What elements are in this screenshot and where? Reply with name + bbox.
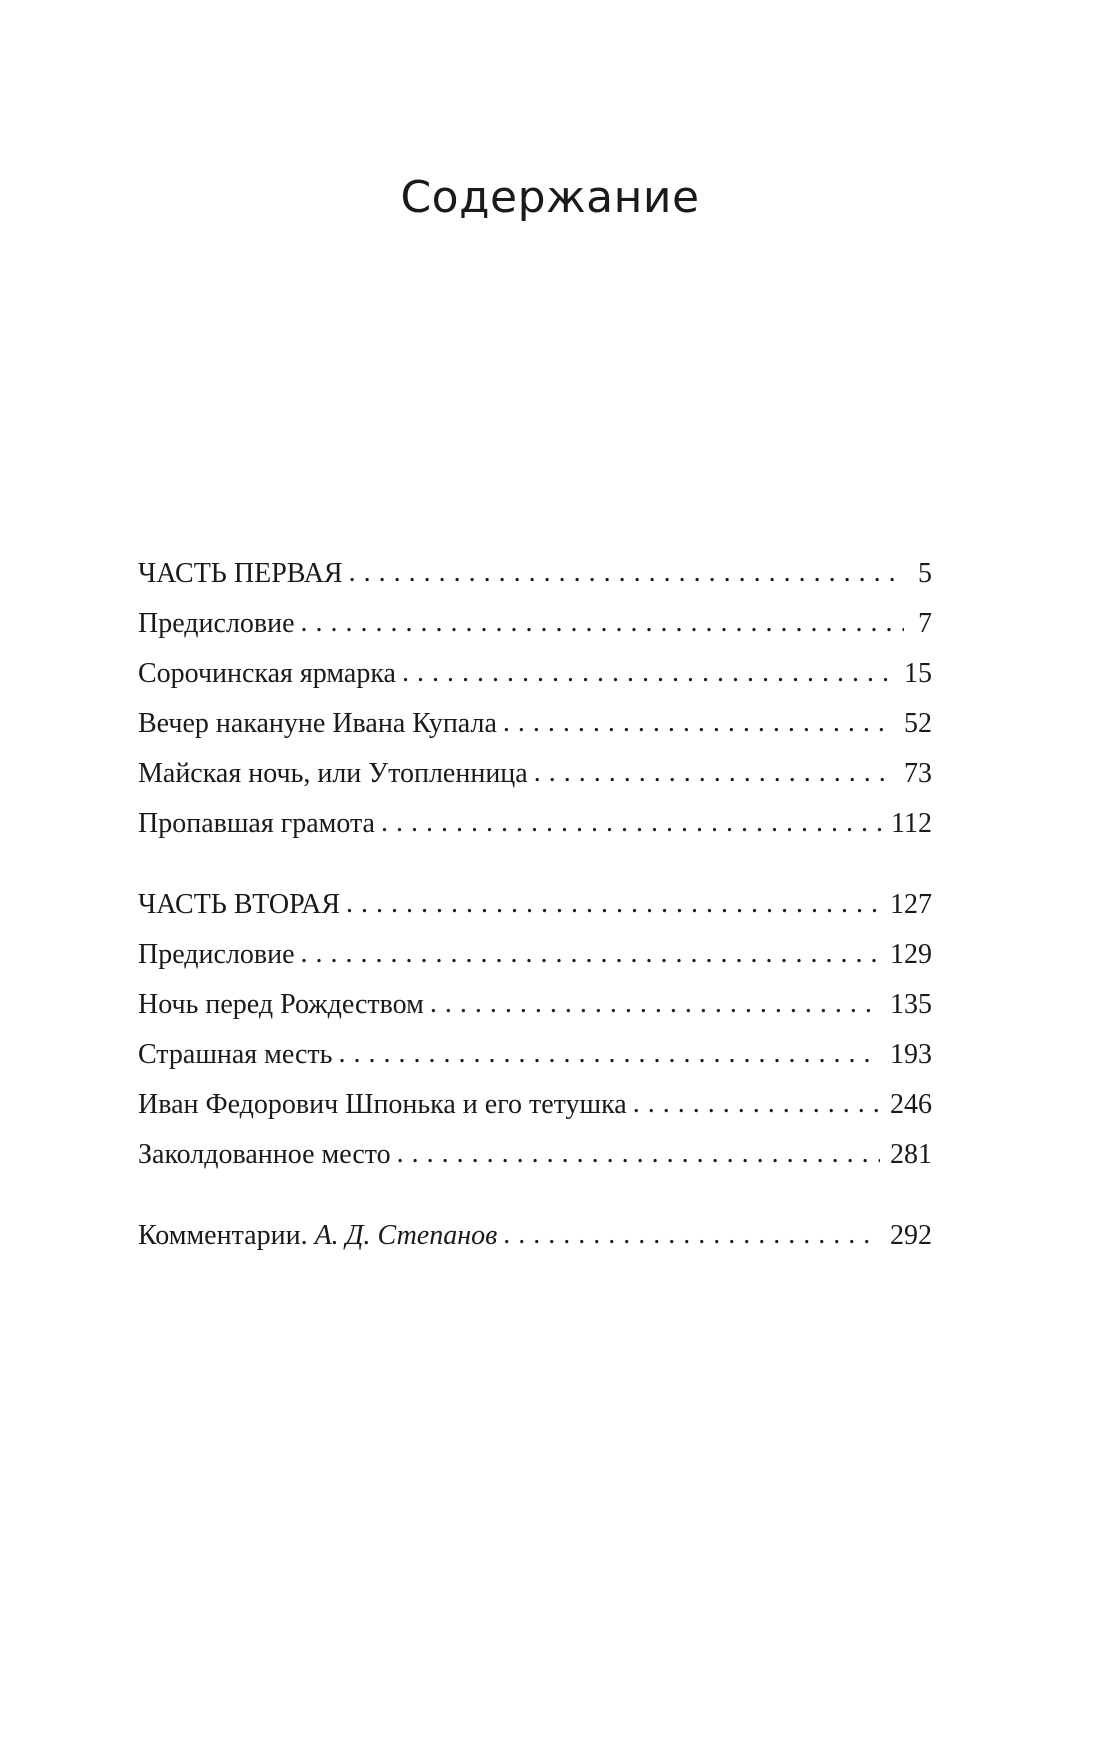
dot-leader (503, 707, 894, 739)
toc-entry-page: 193 (890, 1039, 932, 1070)
toc-entry-title: Предисловие (138, 939, 295, 970)
toc-entry-shponka[interactable] (138, 1089, 932, 1139)
dot-leader (301, 607, 904, 639)
toc-entry-title: ЧАСТЬ ПЕРВАЯ (138, 558, 343, 589)
toc-entry-vecher[interactable] (138, 708, 932, 758)
toc-entry-part-two-heading[interactable] (138, 889, 932, 939)
toc-entry-preface-one[interactable] (138, 608, 932, 658)
dot-leader (534, 757, 894, 789)
commentary-author: А. Д. Степанов (314, 1220, 498, 1251)
dot-leader (346, 888, 880, 920)
toc-entry-title: Иван Федорович Шпонька и его тетушка (138, 1089, 627, 1120)
toc-entry-title: Вечер накануне Ивана Купала (138, 708, 497, 739)
toc-entry-page: 127 (890, 889, 932, 920)
toc-entry-title: Сорочинская ярмарка (138, 658, 396, 689)
toc-entry-page: 135 (890, 989, 932, 1020)
dot-leader (338, 1038, 880, 1070)
page-title: Содержание (400, 172, 700, 223)
toc-entry-page: 112 (891, 808, 932, 839)
dot-leader (397, 1138, 880, 1170)
toc-entry-page: 292 (890, 1220, 932, 1251)
toc-entry-part-one-heading[interactable] (138, 558, 932, 608)
dot-leader (430, 988, 880, 1020)
toc-entry-page: 7 (918, 608, 932, 639)
toc-entry-title (138, 1220, 497, 1252)
toc-entry-title: ЧАСТЬ ВТОРАЯ (138, 889, 341, 920)
toc-entry-page: 52 (904, 708, 932, 739)
toc-entry-title: Майская ночь, или Утопленница (138, 758, 528, 789)
toc-entry-title: Пропавшая грамота (138, 808, 375, 839)
toc-entry-page: 5 (918, 558, 932, 589)
commentary-label: Комментарии. (138, 1220, 308, 1251)
dot-leader (381, 807, 881, 839)
toc-entry-preface-two[interactable] (138, 939, 932, 989)
toc-entry-maiskaya[interactable] (138, 758, 932, 808)
toc-entry-page: 129 (890, 939, 932, 970)
toc-commentary (138, 1220, 932, 1270)
toc-part-two (138, 889, 932, 1189)
toc-entry-title: Предисловие (138, 608, 295, 639)
dot-leader (503, 1219, 880, 1251)
toc-entry-page: 15 (904, 658, 932, 689)
toc-entry-page: 246 (890, 1089, 932, 1120)
toc-entry-page: 73 (904, 758, 932, 789)
dot-leader (402, 657, 894, 689)
dot-leader (301, 938, 880, 970)
toc-entry-title: Заколдованное место (138, 1139, 391, 1170)
toc-entry-strashnaya-mest[interactable] (138, 1039, 932, 1089)
dot-leader (633, 1088, 880, 1120)
toc-part-one (138, 558, 932, 858)
toc-entry-page: 281 (890, 1139, 932, 1170)
toc-entry-title: Страшная месть (138, 1039, 333, 1070)
table-of-contents (138, 558, 932, 1270)
toc-entry-zakoldovannoe-mesto[interactable] (138, 1139, 932, 1189)
dot-leader (349, 557, 904, 589)
toc-entry-commentary[interactable] (138, 1220, 932, 1270)
toc-entry-title: Ночь перед Рождеством (138, 989, 424, 1020)
toc-entry-propavshaya[interactable] (138, 808, 932, 858)
toc-entry-noch-pered-rozhdestvom[interactable] (138, 989, 932, 1039)
toc-entry-sorochinskaya[interactable] (138, 658, 932, 708)
